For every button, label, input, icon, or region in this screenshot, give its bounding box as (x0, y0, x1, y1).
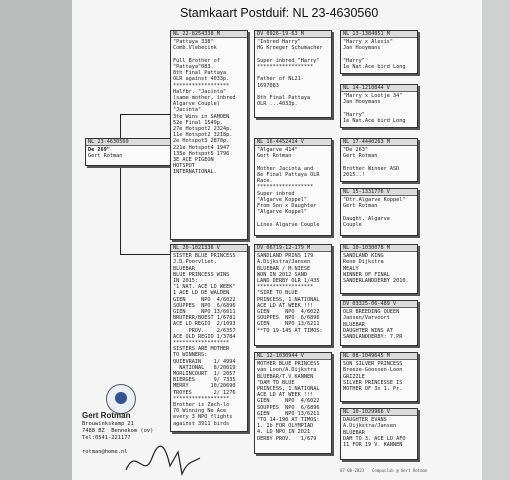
pigeon-ring: NL 23-4630560 (86, 139, 170, 146)
text-line: NATIONAL 8/20019 (173, 364, 236, 371)
text-line: BRUTERR/BOEST 1/6781 (173, 315, 236, 322)
text-line: "TO 14-190 AT TIMOS: (257, 417, 320, 424)
text-line: "Harry x Alexis" (343, 39, 393, 46)
text-line: "Inbred Harry" (257, 39, 301, 46)
dsd-lines (341, 308, 417, 341)
text-line: PRINCESS, 1.NATIONAL (257, 386, 320, 393)
text-line: ****************** (173, 82, 230, 89)
dsd-card (340, 300, 418, 346)
text-line: Jan Hooymans (343, 99, 381, 106)
background-left (0, 0, 72, 480)
ddd-card (340, 408, 418, 460)
dds-ring: NL 08-1049645 M (341, 353, 417, 360)
text-line: 8th Final Pattaya (257, 95, 311, 102)
text-line: WON IN 2012 SAND (257, 271, 307, 278)
text-line: BLUEBAR (343, 429, 365, 436)
sds-ring: NL 17-4440263 M (341, 139, 417, 146)
text-line: SOUPPES NPO 6/6896 (173, 302, 236, 309)
sire-sire-ring: DV 0926-19-63 M (255, 31, 331, 38)
text-line: 135e Hotspot5 1796 (173, 150, 230, 157)
sire-ring: NL 22-8254338 M (171, 31, 247, 38)
text-line: ACE LD AT WEEK !!! (257, 392, 314, 399)
text-line: ACE LD AT WEEK !!! (257, 302, 314, 309)
text-line: ****************** (257, 284, 314, 291)
text-line: Comb.Vlebecink (173, 45, 217, 52)
text-line: BLUEBAR (343, 321, 365, 328)
pedigree-sheet (72, 0, 482, 480)
dds-lines (341, 360, 417, 393)
text-line: LAND DERBY OLR 1/435 (257, 278, 320, 285)
text-line: BLUEBAR/T.V.KANNEN (257, 373, 314, 380)
text-line: Daught. Algarve (343, 215, 390, 222)
sire-card (170, 30, 248, 240)
text-line: DAUGHTER EVANS (343, 417, 387, 424)
text-line: Algarve Couple) (173, 101, 220, 108)
dam-dam-lines (255, 360, 331, 443)
text-line: 11 FOR 19 V. KANNEN (343, 442, 403, 449)
text-line: 8th Final Pattaya (173, 70, 227, 77)
text-line: BLUEBAR / M.NIESE (257, 265, 311, 272)
text-line: "1 NAT. ACE LD WEEK" (173, 284, 236, 291)
text-line: Father of NL21- (257, 76, 304, 83)
text-line: From Son x Daughter (257, 203, 317, 210)
text-line: A.Dijkstra/Jansen (343, 423, 397, 430)
connector-line (120, 114, 121, 254)
text-line: GIEN NPO 13/6211 (257, 410, 320, 417)
text-line: OLR BREEDING QUEEN (343, 309, 400, 316)
sss-ring: NL 13-1384851 M (341, 31, 417, 38)
page-title: Stamkaart Postduif: NL 23-4630560 (180, 6, 379, 20)
text-line: ****************** (257, 64, 314, 71)
signature-icon (122, 440, 202, 480)
sdd-ring: NL 15-1331776 V (341, 189, 417, 196)
text-line: Gert Rotman (343, 153, 378, 160)
sds-lines (341, 146, 417, 179)
ssd-card (340, 84, 418, 128)
text-line: MERRY 10/20690 (173, 383, 236, 390)
text-line: "Harry" (343, 111, 365, 118)
owner-name: Gert Rotman (82, 411, 131, 420)
dss-ring: NL 10-1030078 M (341, 245, 417, 252)
text-line: 52e Final 1549p. (173, 119, 223, 126)
text-line: ACE OLD REGIO 1/3784 (173, 333, 236, 340)
pigeon-name: De 269" (88, 147, 110, 154)
text-line: PRINCESS, 1.NATIONAL (257, 296, 320, 303)
sire-dam-ring: NL 16-4452414 V (255, 139, 331, 146)
text-line: Gert Rotman (257, 153, 292, 160)
text-line: 7488 BZ Bennekom (ov) (82, 428, 154, 434)
pigeon-owner: Gert Rotman (88, 153, 123, 160)
ssd-ring: NL 14-1210844 V (341, 85, 417, 92)
text-line: rotman@home.nl (82, 449, 128, 455)
footer-date: 07-08-2023 (340, 468, 365, 473)
connector-line (120, 254, 170, 255)
text-line: GIEN NPO 4/6022 (257, 309, 320, 316)
dam-dam-card (254, 352, 332, 454)
text-line: MORLINCOURT 1/ 2057 (173, 371, 236, 378)
text-line: "Algarve Koppel" (257, 209, 307, 216)
text-line: OLR against 4033p. (173, 76, 230, 83)
text-line: BLUEBAR (173, 265, 195, 272)
sss-card (340, 30, 418, 74)
text-line: Full Brother of (173, 57, 220, 64)
text-line: Tel:0541-221177 (82, 435, 131, 441)
ddd-ring: NL 10-1029966 V (341, 409, 417, 416)
text-line: SISTERS ARE MOTHER (173, 346, 230, 353)
text-line: "Pattaya"083. (173, 64, 214, 71)
text-line: OLR ...4033p. (257, 101, 298, 108)
text-line: SILVER PRINCESSE IS (343, 379, 403, 386)
text-line: DAUGHTER WINS AT (343, 327, 393, 334)
dam-lines (171, 252, 247, 428)
text-line: MOTHER OF 3x 1. Pr. (343, 386, 403, 393)
text-line: INTERNATIONAL. (173, 169, 217, 176)
text-line: 1 ACE LD DE WALDEN (173, 290, 230, 297)
text-line: MEALY (343, 265, 359, 272)
text-line: 3te Wins in SAMOEN (173, 113, 230, 120)
text-line: 8e Final Pattaya OLR (257, 172, 320, 179)
text-line: 3E ACE PIGEON (173, 157, 214, 164)
text-line: Mother Jacinta and (257, 165, 314, 172)
footer-credit: Compuclub @ Gert Rotman (372, 468, 428, 473)
text-line: Jansen/Varvoort (343, 315, 390, 322)
text-line: ****************** (257, 184, 314, 191)
sds-card (340, 138, 418, 182)
text-line: Jan Hooymans (343, 45, 381, 52)
dam-ring: NL 20-1021336 V (171, 245, 247, 252)
text-line: BIERGES 9/ 7335 (173, 377, 236, 384)
text-line: Rene Dijkstra (343, 259, 384, 266)
text-line: Race. (257, 178, 273, 185)
ddd-lines (341, 416, 417, 449)
text-line: 1697083 (257, 82, 279, 89)
dsd-ring: DV 03325-06-489 V (341, 301, 417, 308)
text-line: HOTSPOT (173, 163, 195, 170)
dam-sire-card (254, 244, 332, 346)
text-line: MOTHER BLUE PRINCESS (257, 361, 320, 368)
sire-lines (171, 38, 247, 176)
text-line: Brother Winner ASD (343, 165, 400, 172)
text-line: 2e Hotspot3 2870p. (173, 138, 230, 145)
text-line: SANDLAND PRINS 179 (257, 253, 314, 260)
text-line: SOUPPES NPO 6/6896 (257, 315, 320, 322)
text-line: 1e Nat.Ace bird Long (343, 118, 406, 125)
text-line: every 3 NPO flights (173, 414, 233, 421)
sdd-lines (341, 196, 417, 229)
text-line: IN 2015: (173, 278, 198, 285)
text-line: PROV. 2/6357 (173, 327, 236, 334)
text-line: "SIRE TO BLUE (257, 290, 298, 297)
text-line: ****************** (173, 340, 230, 347)
text-line: DERBY PROV. 1/679 (257, 435, 317, 442)
text-line: van Loon/A.Dijkstra (257, 367, 317, 374)
text-line: (same mother, inbred (173, 95, 236, 102)
text-line: Brother is Zach-lo (173, 402, 230, 409)
sss-lines (341, 38, 417, 71)
text-line: "Harry" (343, 57, 365, 64)
text-line: 4. LD NPO IN 2021 (257, 429, 311, 436)
text-line: against 3911 birds (173, 420, 230, 427)
text-line: "De 263" (343, 147, 368, 154)
text-line: Brouwinkskamp 21 (82, 421, 134, 427)
text-line: GIEN NPO 13/6211 (257, 321, 320, 328)
text-line: HG Kroeger Schumacher (257, 45, 323, 52)
text-line: "Dtr.Algarve Koppel" (343, 197, 406, 204)
text-line: SANDLANDDERBY: 7.PR (343, 334, 403, 341)
text-line: A.Dijkstra/Jansen (257, 259, 311, 266)
text-line: SISTER BLUE PRINCESS (173, 253, 236, 260)
dam-sire-lines (255, 252, 331, 335)
text-line: 221e Hotspot4 1947 (173, 144, 230, 151)
text-line: SON SILVER PRINCESS (343, 361, 403, 368)
text-line: TO WINNERS: (173, 352, 208, 359)
text-line: ****************** (173, 395, 230, 402)
text-line: "Algarve Koppel" (257, 196, 307, 203)
text-line: ACE LD REGIO 2/1093 (173, 321, 236, 328)
text-line: WINNER OF FINAL (343, 271, 390, 278)
dam-dam-ring: NL 12-1030944 V (255, 353, 331, 360)
pigeon-card (85, 138, 171, 166)
text-line: 2015..! (343, 172, 365, 179)
text-line: GIEN NPO 13/6011 (173, 309, 236, 316)
text-line: "Pattaya 338" (173, 39, 214, 46)
text-line: SOUPPES NPO 6/6896 (257, 404, 320, 411)
dds-card (340, 352, 418, 402)
connector-line (120, 114, 170, 115)
text-line: 1e Nat.Ace bird Long (343, 64, 406, 71)
sdd-card (340, 188, 418, 236)
text-line: 27e Hotspot2 2324p. (173, 126, 233, 133)
text-line: Lines Algarve Couple (257, 221, 320, 228)
ssd-lines (341, 92, 417, 125)
sire-sire-lines (255, 38, 331, 108)
sire-dam-lines (255, 146, 331, 229)
background-right (482, 0, 510, 480)
text-line: "Jacinta" (173, 107, 202, 114)
text-line: **TO 19-145 AT TIMOS: (257, 327, 323, 334)
text-line: DAM TO 3. ACE LD AFO (343, 435, 406, 442)
text-line: "Harry x Lootje 34" (343, 93, 403, 100)
sire-dam-card (254, 138, 332, 236)
text-line: "DAM TO BLUE (257, 379, 295, 386)
text-line: BLUE PRINCESS WINS (173, 271, 230, 278)
dam-card (170, 244, 248, 432)
text-line: Gert Rotman (343, 203, 378, 210)
text-line: SANDLAND KING (343, 253, 384, 260)
text-line: Halfbr. "Jacinta" (173, 88, 227, 95)
text-line: 70 Winning Ne Ace (173, 408, 227, 415)
text-line: "Algarve 414" (257, 147, 298, 154)
text-line: SANDERLANDDERBY 2010. (343, 278, 409, 285)
text-line: TROYES 2/ 1276 (173, 389, 236, 396)
dam-sire-ring: DV 06719-12-179 M (255, 245, 331, 252)
text-line: Super inbred "Harry" (257, 57, 320, 64)
club-logo-icon (106, 384, 136, 414)
text-line: 11e Hotspot2 3218p. (173, 132, 233, 139)
text-line: Breeze-Goossen-Loon (343, 367, 403, 374)
text-line: J.D.Poorvliet. (173, 259, 217, 266)
dss-lines (341, 252, 417, 285)
text-line: QUIEVRAIN 1/ 4994 (173, 358, 236, 365)
text-line: Super inbred (257, 190, 295, 197)
text-line: Couple (343, 222, 362, 229)
text-line: GRIZZLE (343, 373, 365, 380)
text-line: GIEN NPO 4/6022 (173, 296, 236, 303)
text-line: 1. 1b FOR OLYMPIAD (257, 423, 314, 430)
text-line: GIEN NPO 4/6022 (257, 398, 320, 405)
dss-card (340, 244, 418, 294)
sire-sire-card (254, 30, 332, 118)
